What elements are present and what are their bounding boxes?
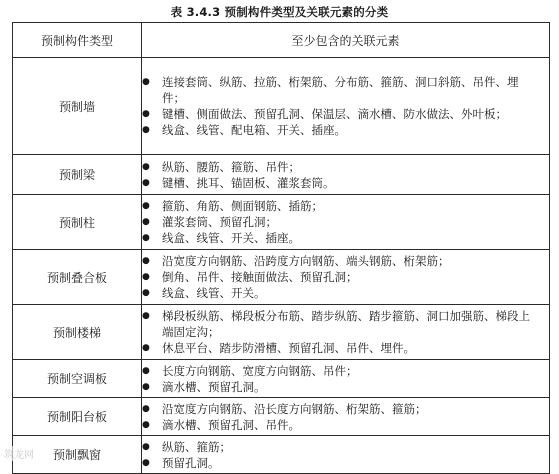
elements-cell	[142, 155, 550, 195]
bullet-icon: ●	[142, 177, 150, 188]
element-item: ● 键槽、侧面做法、预留孔洞、保温层、滴水槽、防水做法、外叶板；	[142, 107, 507, 121]
table-row	[13, 398, 550, 436]
element-item: ● 纵筋、腰筋、箍筋、吊件；	[142, 159, 300, 174]
bullet-icon: ●	[142, 311, 150, 321]
elements-cell	[142, 195, 550, 250]
element-item: ● 箍筋、角筋、侧面钢筋、插筋；	[142, 199, 323, 213]
elements-cell	[142, 250, 550, 305]
element-item: ● 线盒、线管、开关。	[142, 286, 266, 300]
element-item: ● 休息平台、踏步防滑槽、预留孔洞、吊件、埋件。	[142, 341, 415, 355]
bullet-icon: ●	[142, 201, 150, 211]
table-row	[13, 436, 550, 474]
bullet-icon: ●	[142, 419, 150, 430]
table-row	[13, 250, 550, 305]
element-item: ● 线盒、线管、开关、插座。	[142, 231, 300, 245]
table-row	[13, 195, 550, 250]
bullet-icon: ●	[142, 109, 150, 119]
header-associated-elements: 至少包含的关联元素	[142, 23, 550, 58]
bullet-icon: ●	[142, 288, 150, 298]
header-component-type: 预制构件类型	[13, 23, 142, 58]
element-item: ● 沿宽度方向钢筋、沿长度方向钢筋、桁架筋、箍筋；	[142, 401, 427, 416]
bullet-icon: ●	[142, 125, 150, 135]
table-header-row	[13, 23, 550, 58]
component-type-cell: 预制墙	[13, 58, 142, 155]
bullet-icon: ●	[142, 272, 150, 282]
table-row	[13, 155, 550, 195]
bullet-icon: ●	[142, 403, 150, 414]
component-type-cell: 预制飘窗	[13, 436, 142, 474]
elements-cell	[142, 360, 550, 398]
element-item: ● 连接套筒、纵筋、拉筋、桁架筋、分布筋、箍筋、洞口斜筋、吊件、埋件；	[142, 75, 519, 105]
bullet-icon: ●	[142, 217, 150, 227]
table-row	[13, 305, 550, 360]
element-item: ● 倒角、吊件、接触面做法、预留孔洞；	[142, 270, 358, 284]
bullet-icon: ●	[142, 365, 150, 376]
element-item: ● 纵筋、箍筋；	[142, 439, 231, 454]
component-type-cell: 预制叠合板	[13, 250, 142, 305]
component-type-cell: 预制阳台板	[13, 398, 142, 436]
component-type-cell: 预制楼梯	[13, 305, 142, 360]
element-item: ● 滴水槽、预留孔洞。	[142, 379, 266, 394]
bullet-icon: ●	[142, 343, 150, 353]
bullet-icon: ●	[142, 457, 150, 468]
table-row	[13, 58, 550, 155]
component-table	[12, 22, 550, 474]
bullet-icon: ●	[142, 381, 150, 392]
element-item: ● 灌浆套筒、预留孔洞；	[142, 215, 277, 229]
element-item: ● 长度方向钢筋、宽度方向钢筋、吊件；	[142, 363, 358, 378]
element-item: ● 键槽、挑耳、锚固板、灌浆套筒。	[142, 175, 335, 190]
elements-cell	[142, 58, 550, 155]
bullet-icon: ●	[142, 441, 150, 452]
bullet-icon: ●	[142, 256, 150, 266]
element-item: ● 线盒、线管、配电箱、开关、插座。	[142, 123, 346, 137]
element-item: ● 滴水槽、预留孔洞、吊件。	[142, 417, 300, 432]
component-type-cell: 预制柱	[13, 195, 142, 250]
bullet-icon: ●	[142, 233, 150, 243]
watermark: 筑龙网	[4, 446, 34, 461]
component-type-cell: 预制梁	[13, 155, 142, 195]
elements-cell	[142, 398, 550, 436]
table-caption: 表 3.4.3 预制构件类型及关联元素的分类	[170, 5, 389, 19]
element-item: ● 梯段板纵筋、梯段板分布筋、踏步纵筋、踏步箍筋、洞口加强筋、梯段上端固定沟；	[142, 309, 530, 339]
bullet-icon: ●	[142, 161, 150, 172]
table-row	[13, 360, 550, 398]
element-item: ● 预留孔洞。	[142, 455, 220, 470]
bullet-icon: ●	[142, 77, 150, 87]
elements-cell	[142, 436, 550, 474]
elements-cell	[142, 305, 550, 360]
element-item: ● 沿宽度方向钢筋、沿跨度方向钢筋、端头钢筋、桁架筋；	[142, 254, 450, 268]
component-type-cell: 预制空调板	[13, 360, 142, 398]
